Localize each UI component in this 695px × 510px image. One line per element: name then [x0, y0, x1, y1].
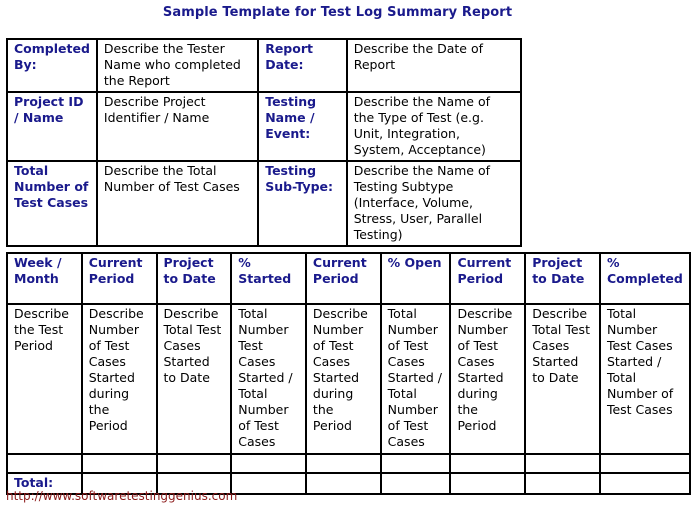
- footer-url[interactable]: http://www.softwaretestinggenius.com: [6, 489, 238, 503]
- description-cell: Describe Number of Test Cases Started during the Period: [450, 304, 525, 454]
- blank-cell: [82, 454, 157, 473]
- report-info-table: [6, 38, 522, 247]
- header-cell: Current Period: [450, 253, 525, 304]
- test-summary-table: [6, 252, 691, 495]
- total-cell: [306, 473, 381, 494]
- total-cell: [231, 473, 306, 494]
- testing-subtype-label: Testing Sub-Type:: [258, 161, 347, 246]
- header-cell: Current Period: [82, 253, 157, 304]
- completed-by-label: Completed By:: [7, 39, 97, 92]
- header-cell: Week / Month: [7, 253, 82, 304]
- total-cell: [381, 473, 451, 494]
- info-row: [7, 39, 521, 92]
- header-cell: Current Period: [306, 253, 381, 304]
- description-cell: Describe Number of Test Cases Started during the Period: [306, 304, 381, 454]
- description-row: [7, 304, 690, 454]
- testing-subtype-value: Describe the Name of Testing Subtype (Interface, Volume, Stress, User, Parallel Testing): [347, 161, 521, 246]
- report-title: Sample Template for Test Log Summary Report: [162, 5, 513, 20]
- report-date-label: Report Date:: [258, 39, 347, 92]
- description-cell: Describe the Test Period: [7, 304, 82, 454]
- description-cell: Total Number of Test Cases Started / Total Number of Test Cases: [381, 304, 451, 454]
- header-cell: Project to Date: [157, 253, 232, 304]
- blank-cell: [381, 454, 451, 473]
- description-cell: Total Number Test Cases Started / Total Number of Test Cases: [600, 304, 690, 454]
- total-label: Total:: [7, 473, 82, 494]
- blank-cell: [306, 454, 381, 473]
- total-cell: [450, 473, 525, 494]
- blank-cell: [157, 454, 232, 473]
- blank-cell: [231, 454, 306, 473]
- total-cell: [525, 473, 600, 494]
- blank-cell: [525, 454, 600, 473]
- blank-cell: [600, 454, 690, 473]
- description-cell: Describe Total Test Cases Started to Date: [157, 304, 232, 454]
- header-cell: % Open: [381, 253, 451, 304]
- testing-name-label: Testing Name / Event:: [258, 92, 347, 161]
- report-date-value: Describe the Date of Report: [347, 39, 521, 92]
- info-row: [7, 161, 521, 246]
- description-cell: Describe Total Test Cases Started to Date: [525, 304, 600, 454]
- total-test-cases-value: Describe the Total Number of Test Cases: [97, 161, 258, 246]
- description-cell: Total Number Test Cases Started / Total Number of Test Cases: [231, 304, 306, 454]
- description-cell: Describe Number of Test Cases Started during the Period: [82, 304, 157, 454]
- header-cell: % Completed: [600, 253, 690, 304]
- blank-cell: [450, 454, 525, 473]
- total-cell: [600, 473, 690, 494]
- header-row: [7, 253, 690, 304]
- total-test-cases-label: Total Number of Test Cases: [7, 161, 97, 246]
- testing-name-value: Describe the Name of the Type of Test (e.g. Unit, Integration, System, Acceptance): [347, 92, 521, 161]
- project-id-label: Project ID / Name: [7, 92, 97, 161]
- blank-row: [7, 454, 690, 473]
- project-id-value: Describe Project Identifier / Name: [97, 92, 258, 161]
- header-cell: % Started: [231, 253, 306, 304]
- completed-by-value: Describe the Tester Name who completed the Report: [97, 39, 258, 92]
- header-cell: Project to Date: [525, 253, 600, 304]
- info-row: [7, 92, 521, 161]
- blank-cell: [7, 454, 82, 473]
